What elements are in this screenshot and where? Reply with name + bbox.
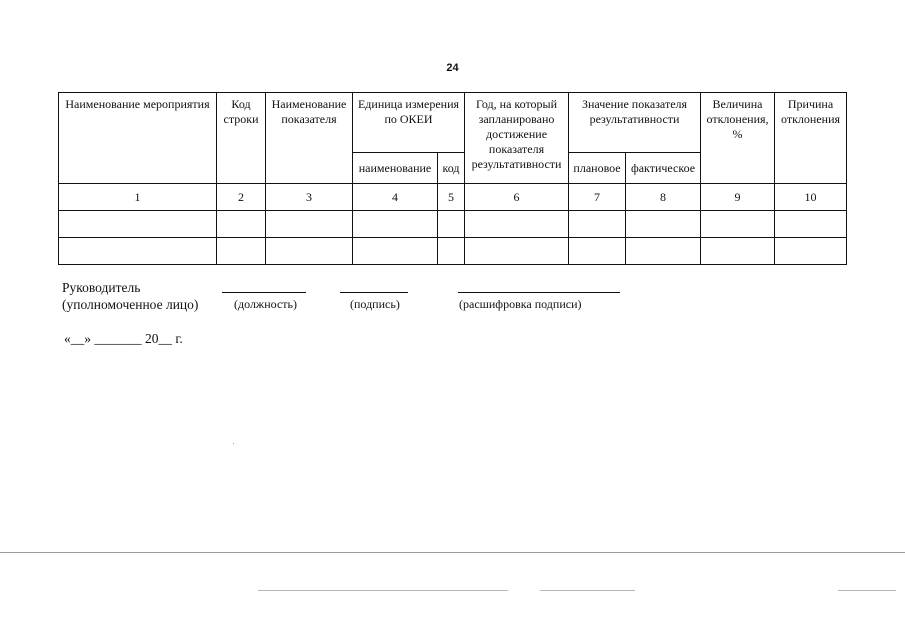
column-number: 5 — [438, 184, 465, 211]
header-indicator-value: Значение показателя результативности — [569, 93, 701, 153]
empty-cell[interactable] — [266, 211, 353, 238]
column-number: 8 — [626, 184, 701, 211]
position-signature-line[interactable] — [222, 292, 306, 293]
empty-cell[interactable] — [775, 211, 847, 238]
header-deviation: Величина отклонения, % — [701, 93, 775, 184]
head-label: Руководитель — [62, 280, 141, 295]
column-number: 3 — [266, 184, 353, 211]
empty-cell[interactable] — [569, 211, 626, 238]
column-number-row — [59, 184, 847, 211]
column-number: 7 — [569, 184, 626, 211]
signature-label-block — [62, 279, 198, 313]
header-unit-code: код — [438, 153, 465, 184]
header-planned-year: Год, на который запланировано достижение показателя результативности — [465, 93, 569, 184]
table-header-row — [59, 93, 847, 153]
empty-cell[interactable] — [353, 238, 438, 265]
header-row-code: Код строки — [217, 93, 266, 184]
empty-cell[interactable] — [626, 238, 701, 265]
empty-cell[interactable] — [701, 211, 775, 238]
signature-line[interactable] — [340, 292, 408, 293]
empty-cell[interactable] — [217, 238, 266, 265]
empty-cell[interactable] — [353, 211, 438, 238]
authorized-person-label: (уполномоченное лицо) — [62, 297, 199, 312]
header-indicator-name: Наименование показателя — [266, 93, 353, 184]
empty-cell[interactable] — [701, 238, 775, 265]
empty-cell[interactable] — [438, 238, 465, 265]
scan-artifact-line — [258, 590, 508, 591]
signature-caption: (подпись) — [350, 297, 400, 311]
empty-cell[interactable] — [438, 211, 465, 238]
indicator-table — [58, 92, 847, 265]
scan-artifact-line — [540, 590, 635, 591]
scan-speck — [233, 443, 234, 444]
empty-cell[interactable] — [217, 211, 266, 238]
empty-cell[interactable] — [465, 238, 569, 265]
header-event-name: Наименование мероприятия — [59, 93, 217, 184]
scan-artifact-line — [838, 590, 896, 591]
empty-cell[interactable] — [266, 238, 353, 265]
empty-cell[interactable] — [569, 238, 626, 265]
empty-cell[interactable] — [626, 211, 701, 238]
empty-cell[interactable] — [465, 211, 569, 238]
column-number: 1 — [59, 184, 217, 211]
column-number: 10 — [775, 184, 847, 211]
table-row-empty — [59, 211, 847, 238]
page-number: 24 — [446, 62, 459, 74]
header-unit-name: наименование — [353, 153, 438, 184]
column-number: 6 — [465, 184, 569, 211]
table-row-empty — [59, 238, 847, 265]
page-bottom-rule — [0, 552, 905, 553]
header-unit-okei: Единица измерения по ОКЕИ — [353, 93, 465, 153]
empty-cell[interactable] — [59, 211, 217, 238]
column-number: 2 — [217, 184, 266, 211]
header-planned: плановое — [569, 153, 626, 184]
column-number: 9 — [701, 184, 775, 211]
position-caption: (должность) — [234, 297, 297, 311]
empty-cell[interactable] — [775, 238, 847, 265]
decoding-signature-line[interactable] — [458, 292, 620, 293]
header-actual: фактическое — [626, 153, 701, 184]
column-number: 4 — [353, 184, 438, 211]
header-deviation-reason: Причина отклонения — [775, 93, 847, 184]
decoding-caption: (расшифровка подписи) — [459, 297, 582, 311]
empty-cell[interactable] — [59, 238, 217, 265]
date-line: «__» _______ 20__ г. — [64, 331, 183, 346]
